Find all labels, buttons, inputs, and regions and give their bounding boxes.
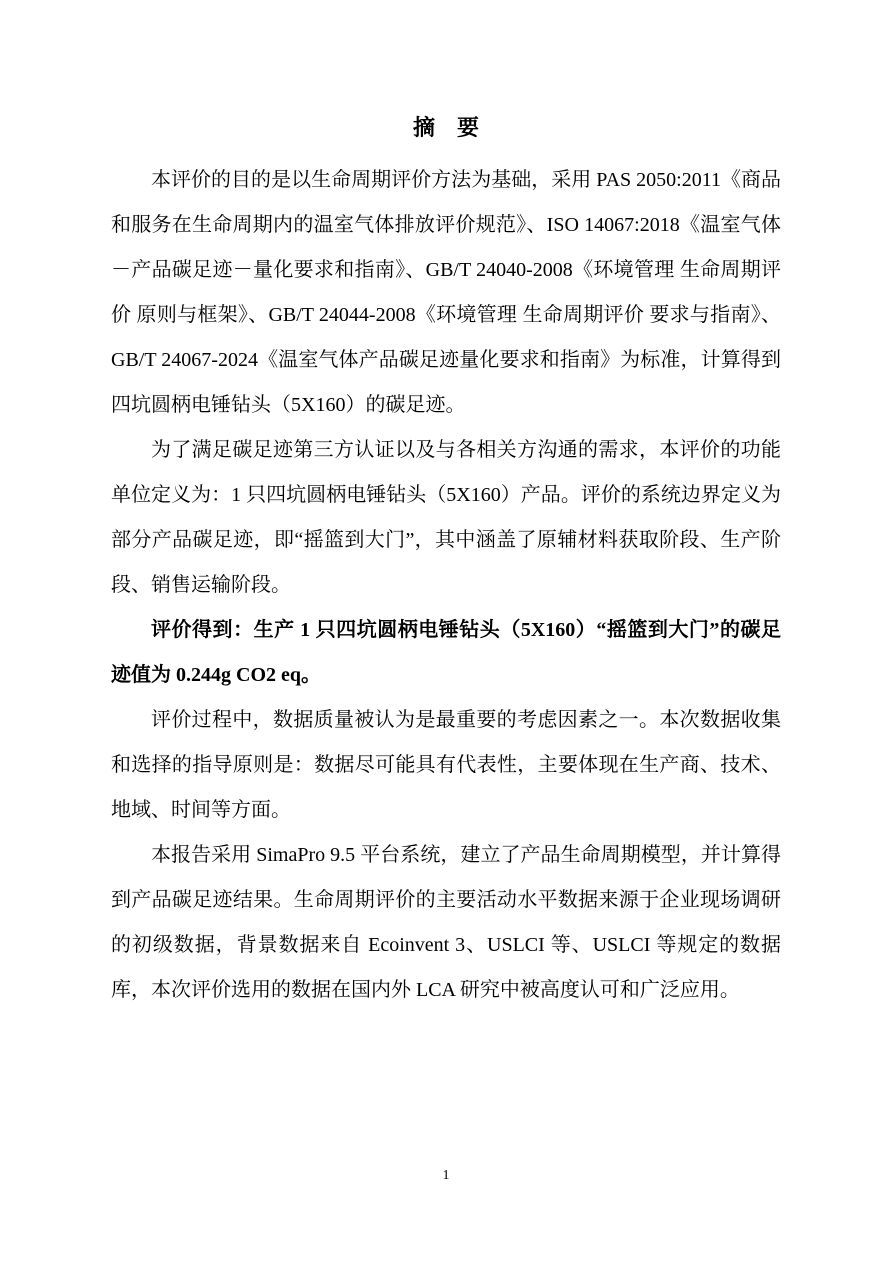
paragraph-key-result: 评价得到：生产 1 只四坑圆柄电锤钻头（5X160）“摇篮到大门”的碳足迹值为 0.244g CO2 eq。	[111, 619, 781, 686]
page-number: 1	[442, 1168, 450, 1183]
paragraph-scope-standards: 本评价的目的是以生命周期评价方法为基础，采用 PAS 2050:2011《商品和服务在生命周期内的温室气体排放评价规范》、ISO 14067:2018《温室气体－产品碳足迹－量化要求和指南》、GB/T 24040-2008《环境管理 生命周期评价 原则与框架》、GB/T 24044-2008《环境管理 生命周期评价 要求与指南》、GB/T 24067-2024《温室气体产品碳足迹量化要求和指南》为标准，计算得到四坑圆柄电锤钻头（5X160）的碳足迹。	[111, 169, 781, 416]
paragraph-functional-unit: 为了满足碳足迹第三方认证以及与各相关方沟通的需求，本评价的功能单位定义为：1 只四坑圆柄电锤钻头（5X160）产品。评价的系统边界定义为部分产品碳足迹，即“摇篮到大门”，其中涵盖了原辅材料获取阶段、生产阶段、销售运输阶段。	[111, 439, 781, 596]
paragraph-data-quality: 评价过程中，数据质量被认为是最重要的考虑因素之一。本次数据收集和选择的指导原则是：数据尽可能具有代表性，主要体现在生产商、技术、地域、时间等方面。	[111, 709, 781, 821]
paragraph-software-databases: 本报告采用 SimaPro 9.5 平台系统，建立了产品生命周期模型，并计算得到产品碳足迹结果。生命周期评价的主要活动水平数据来源于企业现场调研的初级数据，背景数据来自 Ecoinvent 3、USLCI 等、USLCI 等规定的数据库，本次评价选用的数据在国内外 LCA 研究中被高度认可和广泛应用。	[111, 844, 781, 1001]
page-title: 摘 要	[412, 115, 479, 140]
